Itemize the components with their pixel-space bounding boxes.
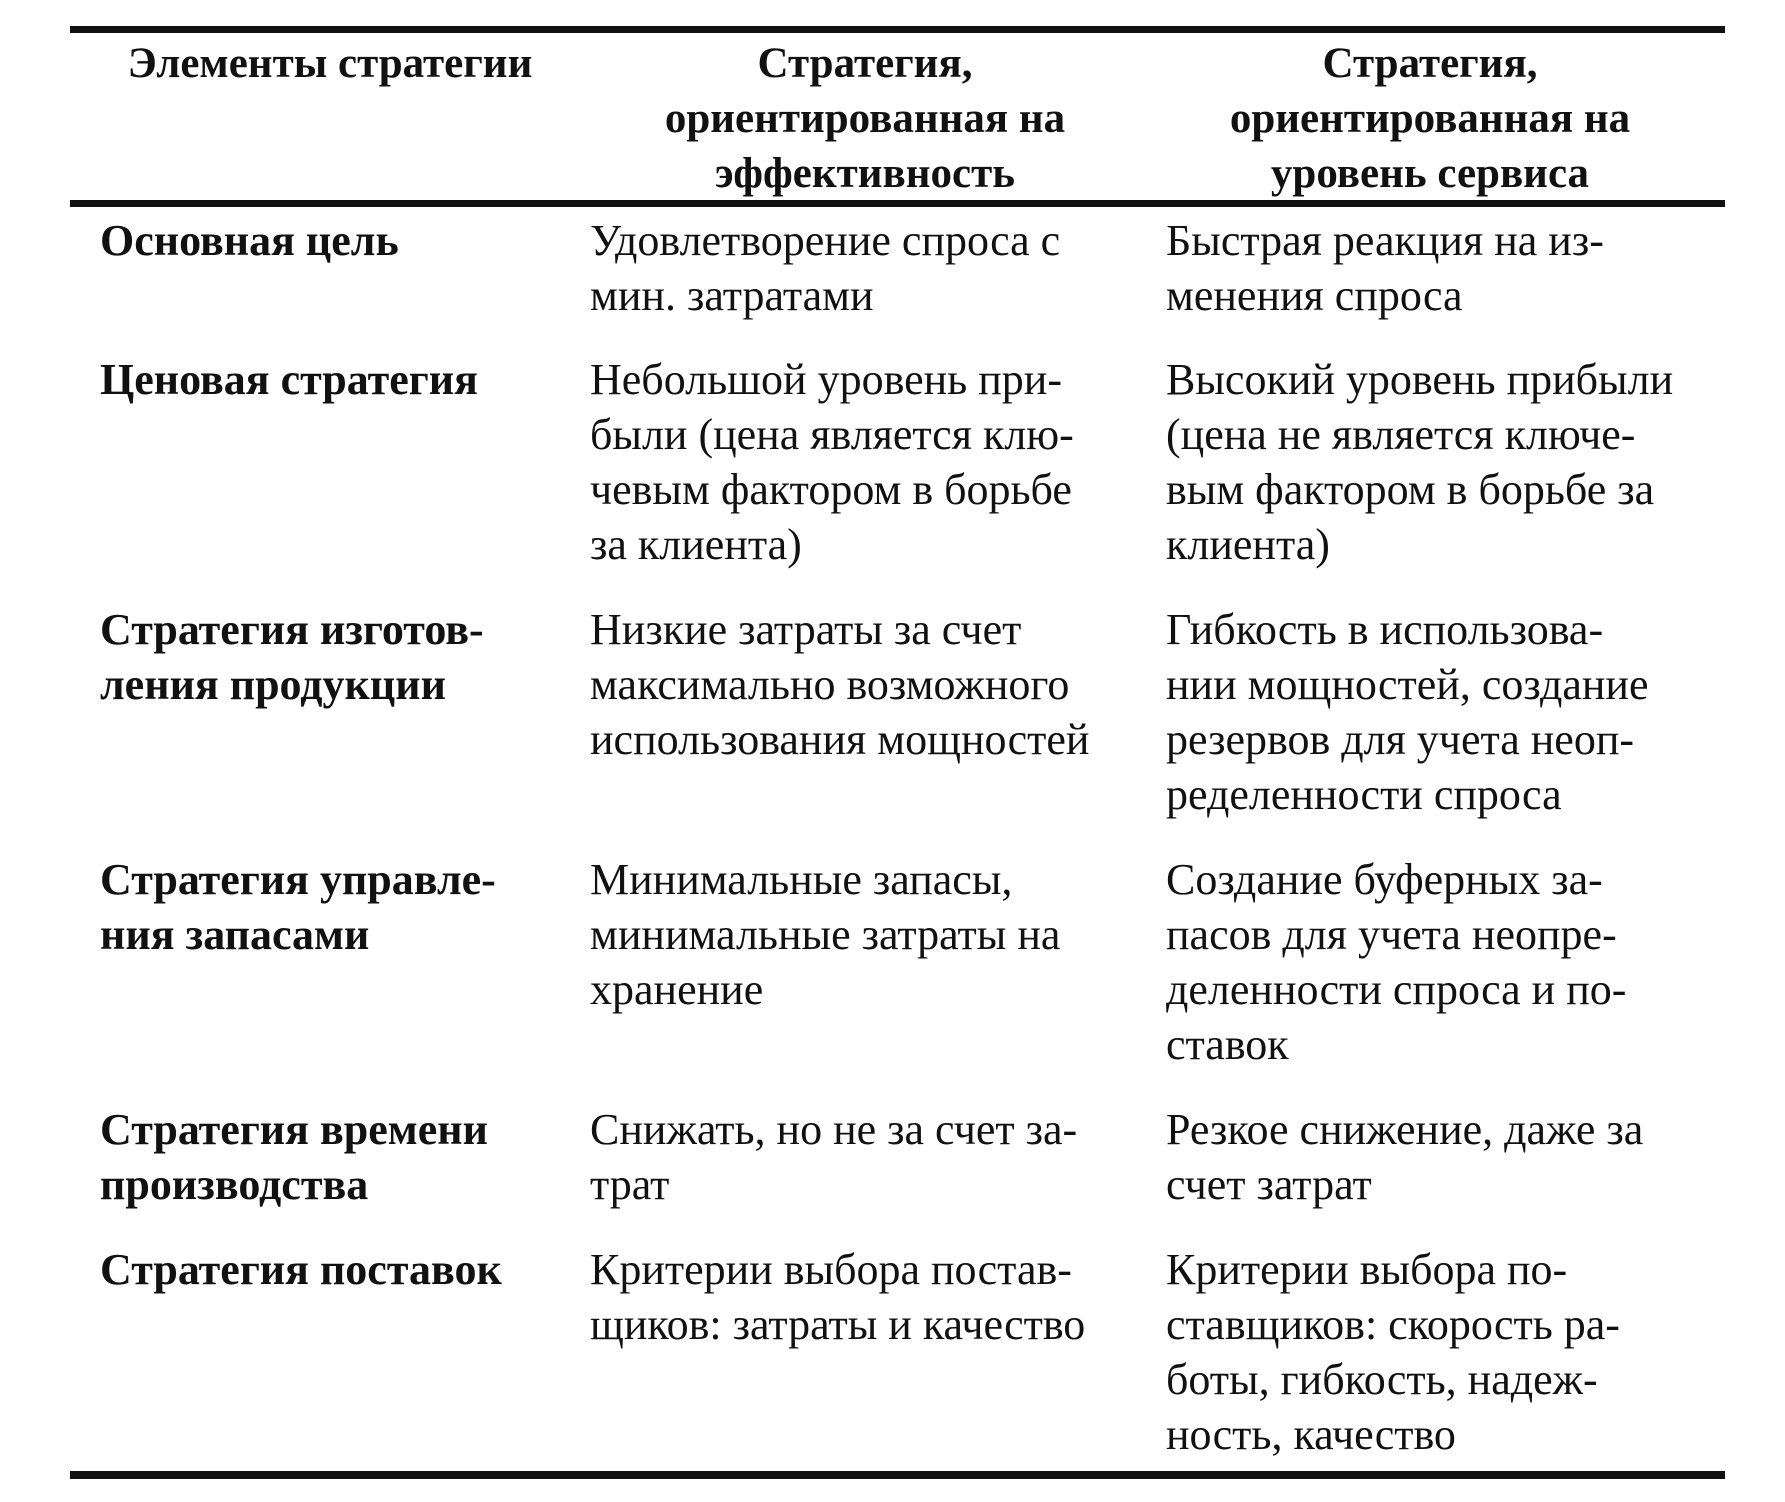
row-3-service: Гибкость в использова- нии мощностей, создание резервов для учета неоп- ределенности спроса [1166, 605, 1649, 819]
table-header-rule [70, 200, 1725, 207]
header-efficiency: Стратегия, ориентированная на эффективность [664, 40, 1066, 197]
row-2-element: Ценовая стратегия [100, 355, 478, 404]
row-6-efficiency: Критерии выбора постав- щиков: затраты и качество [590, 1245, 1086, 1349]
row-4-efficiency: Минимальные запасы, минимальные затраты на хранение [590, 855, 1061, 1014]
row-2-efficiency: Небольшой уровень при- были (цена является клю- чевым фактором в борьбе за клиента) [590, 355, 1074, 569]
row-4-element: Стратегия управле- ния запасами [100, 855, 496, 959]
row-5-element: Стратегия времени производства [100, 1105, 488, 1209]
row-5-efficiency: Снижать, но не за счет за- трат [590, 1105, 1078, 1209]
row-1-element: Основная цель [100, 216, 399, 265]
table-bottom-rule [70, 1471, 1725, 1479]
row-4-service: Создание буферных за- пасов для учета неопре- деленности спроса и по- ставок [1166, 855, 1627, 1069]
row-2-service: Высокий уровень прибыли (цена не является ключе- вым фактором в борьбе за клиента) [1166, 355, 1674, 569]
table-top-rule [70, 26, 1725, 33]
header-elements: Элементы стратегии [127, 40, 533, 87]
row-1-efficiency: Удовлетворение спроса с мин. затратами [590, 216, 1061, 320]
row-6-element: Стратегия поставок [100, 1245, 502, 1294]
row-3-element: Стратегия изготов- ления продукции [100, 605, 484, 709]
row-5-service: Резкое снижение, даже за счет затрат [1166, 1105, 1644, 1209]
row-3-efficiency: Низкие затраты за счет максимально возможного использования мощностей [590, 605, 1090, 764]
row-1-service: Быстрая реакция на из- менения спроса [1166, 216, 1604, 320]
row-6-service: Критерии выбора по- ставщиков: скорость ра- боты, гибкость, надеж- ность, качество [1166, 1245, 1620, 1459]
header-service: Стратегия, ориентированная на уровень сервиса [1229, 40, 1631, 197]
